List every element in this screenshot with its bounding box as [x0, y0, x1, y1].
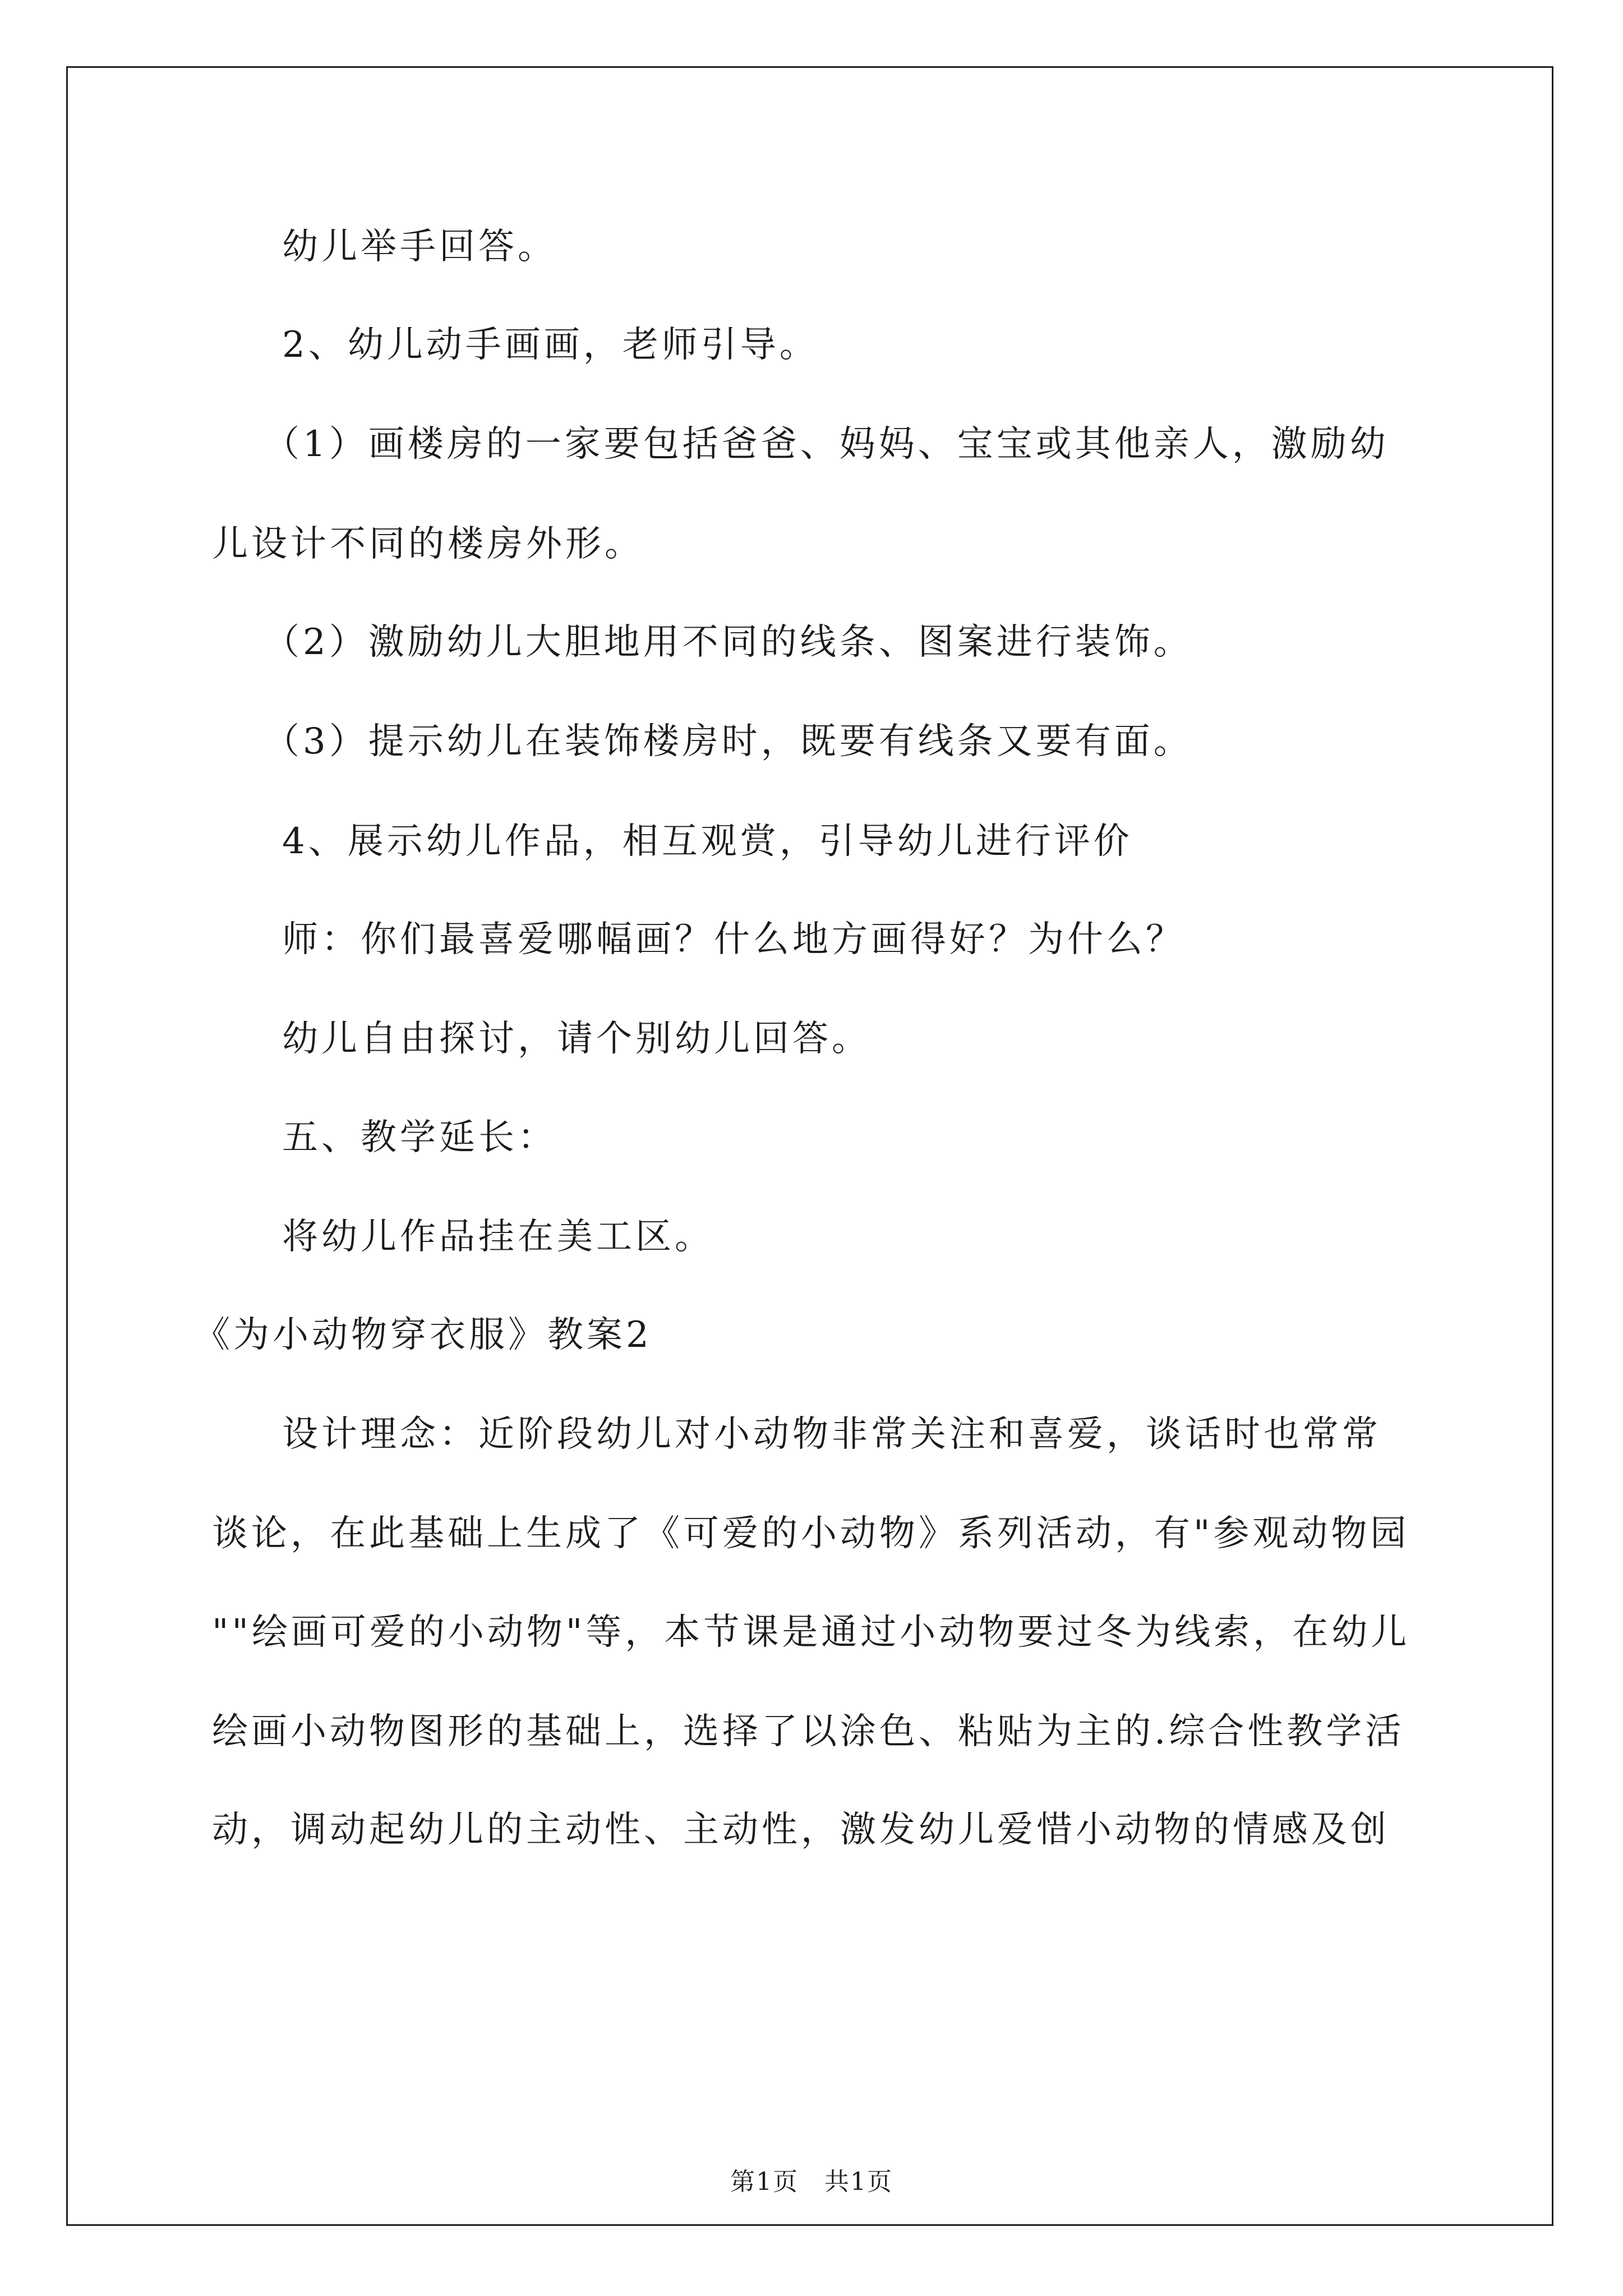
paragraph-line: 绘画小动物图形的基础上，选择了以涂色、粘贴为主的.综合性教学活: [212, 1711, 1405, 1752]
paragraph-line: （3）提示幼儿在装饰楼房时，既要有线条又要有面。: [264, 721, 1193, 762]
paragraph-line: 动，调动起幼儿的主动性、主动性，激发幼儿爱惜小动物的情感及创: [212, 1809, 1390, 1851]
paragraph-line: （2）激励幼儿大胆地用不同的线条、图案进行装饰。: [264, 622, 1193, 663]
paragraph-line: （1）画楼房的一家要包括爸爸、妈妈、宝宝或其他亲人，激励幼: [264, 424, 1389, 465]
paragraph-line: 将幼儿作品挂在美工区。: [282, 1216, 714, 1258]
page-number-footer: 第1页 共1页: [730, 2168, 893, 2196]
section-heading: 五、教学延长：: [282, 1117, 557, 1158]
paragraph-line: 设计理念：近阶段幼儿对小动物非常关注和喜爱，谈话时也常常: [282, 1414, 1381, 1455]
lesson-title: 《为小动物穿衣服》教案2: [194, 1314, 652, 1356]
paragraph-line: 谈论，在此基础上生成了《可爱的小动物》系列活动，有"参观动物园: [212, 1513, 1410, 1554]
paragraph-line: 儿设计不同的楼房外形。: [212, 523, 644, 565]
paragraph-line: 幼儿自由探讨，请个别幼儿回答。: [282, 1018, 871, 1060]
paragraph-line: 师：你们最喜爱哪幅画？什么地方画得好？为什么？: [282, 919, 1185, 960]
paragraph-line: 幼儿举手回答。: [282, 226, 557, 268]
paragraph-line: ""绘画可爱的小动物"等，本节课是通过小动物要过冬为线索，在幼儿: [212, 1612, 1410, 1653]
paragraph-line: 4、展示幼儿作品，相互观赏，引导幼儿进行评价: [282, 821, 1133, 862]
paragraph-line: 2、幼儿动手画画，老师引导。: [282, 324, 819, 366]
